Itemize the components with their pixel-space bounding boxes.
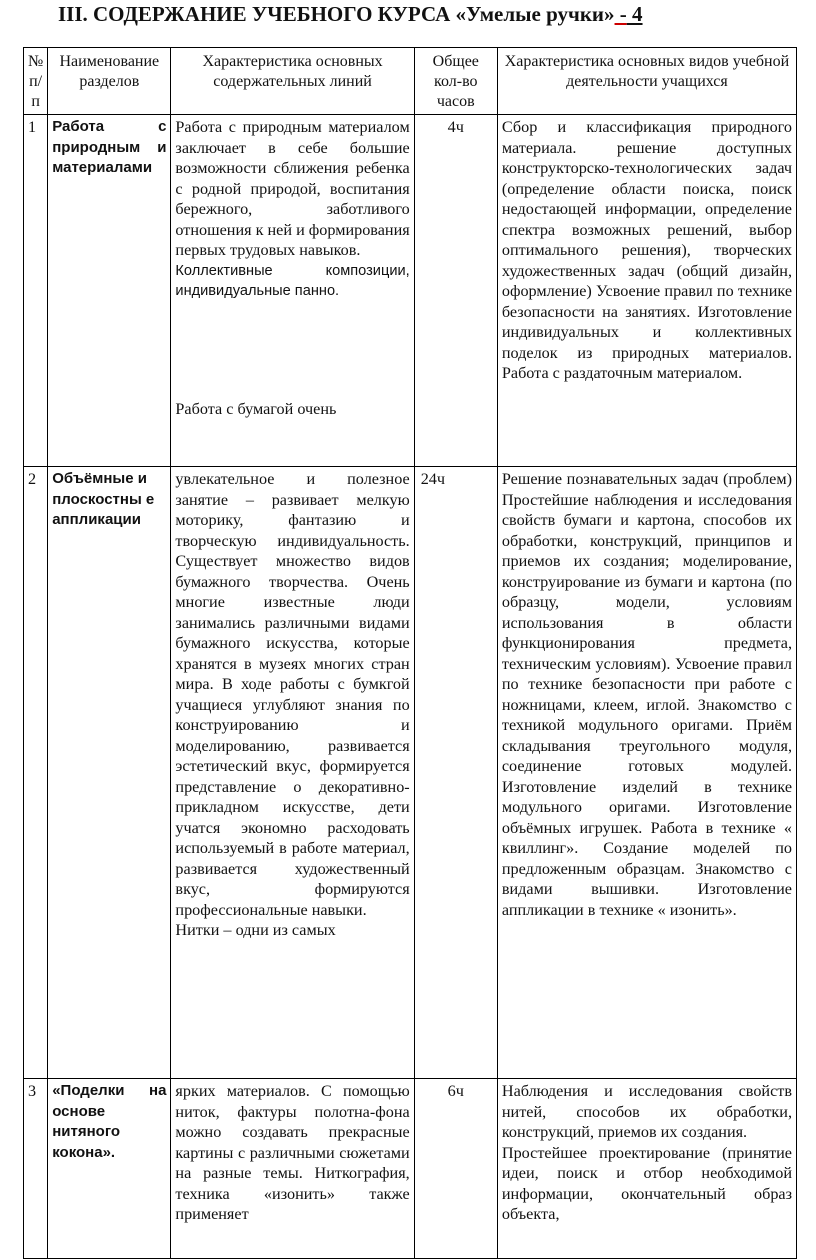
title-separator: - [614,2,627,26]
content-cell: ярких материалов. С помощью ниток, фактуры полотна-фона можно создавать прекрасные картины с различными сюжетами на разные темы. Ниткография, техника «изонить» также применяет [171,1079,414,1259]
content-cell [171,467,414,1079]
content-continuation-text: Нитки – одни из самых [175,921,336,939]
header-hours: Общее кол-во часов [414,48,497,115]
hours-cell: 24ч [414,467,497,1079]
content-cell [171,115,414,467]
title-number: 4 [626,2,643,26]
content-extra-text: Коллективные композиции, индивидуальные панно. [175,262,410,299]
title-main: III. СОДЕРЖАНИЕ УЧЕБНОГО КУРСА «Умелые ручки» [58,2,615,26]
page-title [58,2,643,27]
hours-cell: 6ч [414,1079,497,1259]
header-number: № п/п [24,48,48,115]
activity-cell [497,1079,796,1259]
section-name: «Поделки на основе нитяного кокона». [48,1079,171,1259]
hours-cell: 4ч [414,115,497,467]
activity-cell: Сбор и классификация природного материала. решение доступных конструкторско-технологических задач (определение области поиска, поиск недостающей информации, определение спектра возможных решений, выбор оптимального решения), творческих художественных задач (общий дизайн, оформление) Усвоение правил по технике безопасности на занятиях. Изготовление индивидуальных и коллективных поделок из природных материалов. Работа с раздаточным материалом. [497,115,796,467]
row-number: 1 [24,115,48,467]
activity-continuation-text: Простейшее проектирование (принятие идеи, поиск и отбор необходимой информации, окончательный образ объекта, [501,1143,792,1223]
section-name: Работа с природным и материалами [48,115,171,467]
table-header-row [24,48,797,115]
content-text: Работа с природным материалом заключает в себе большие возможности сближения ребенка с родной природой, воспитания бережного, заботливого отношения к ней и формирования первых трудовых навыков. [175,118,410,259]
row-number: 2 [24,467,48,1079]
content-text: увлекательное и полезное занятие – развивает мелкую моторику, фантазию и творческую индивидуальность. Существует множество видов бумажного творчества. Очень многие известные люди занимались различными видами бумажного искусства, которые хранятся в музеях многих стран мира. В ходе работы с бумкгой учащиеся углубляют знания по конструированию и моделированию, развивается эстетический вкус, формируется представление о декоративно-прикладном искусстве, дети учатся экономно расходовать используемый в работе материал, развивается художественный вкус, формируются профессиональные навыки. [175,470,410,919]
activity-text: Наблюдения и исследования свойств нитей, способов их обработки, конструкций, приемов их создания. [501,1082,792,1141]
section-name: Объёмные и плоскостны е аппликации [48,467,171,1079]
table-row [24,1079,797,1259]
content-continuation-text: Работа с бумагой очень [175,399,337,418]
activity-cell: Решение познавательных задач (проблем) Простейшие наблюдения и исследования свойств бумаги и картона, способов их обработки, конструкций, принципов и приемов их создания; моделирование, конструирование из бумаги и картона (по образцу, модели, условиям использования в области функционирования предмета, техническим условиям). Усвоение правил по технике безопасности при работе с ножницами, клеем, иглой. Знакомство с техникой модульного оригами. Приём складывания треугольного модуля, соединение готовых модулей. Изготовление изделий в технике модульного оригами. Изготовление объёмных игрушек. Работа в технике « квиллинг». Создание моделей по предложенным образцам. Знакомство с видами вышивки. Изготовление аппликации в технике « изонить». [497,467,796,1079]
table-row [24,115,797,467]
header-content-lines: Характеристика основных содержательных линий [171,48,414,115]
row-number: 3 [24,1079,48,1259]
course-content-table [23,47,797,1259]
header-section-name: Наименование разделов [48,48,171,115]
header-activities: Характеристика основных видов учебной деятельности учащихся [497,48,796,115]
table-row [24,467,797,1079]
